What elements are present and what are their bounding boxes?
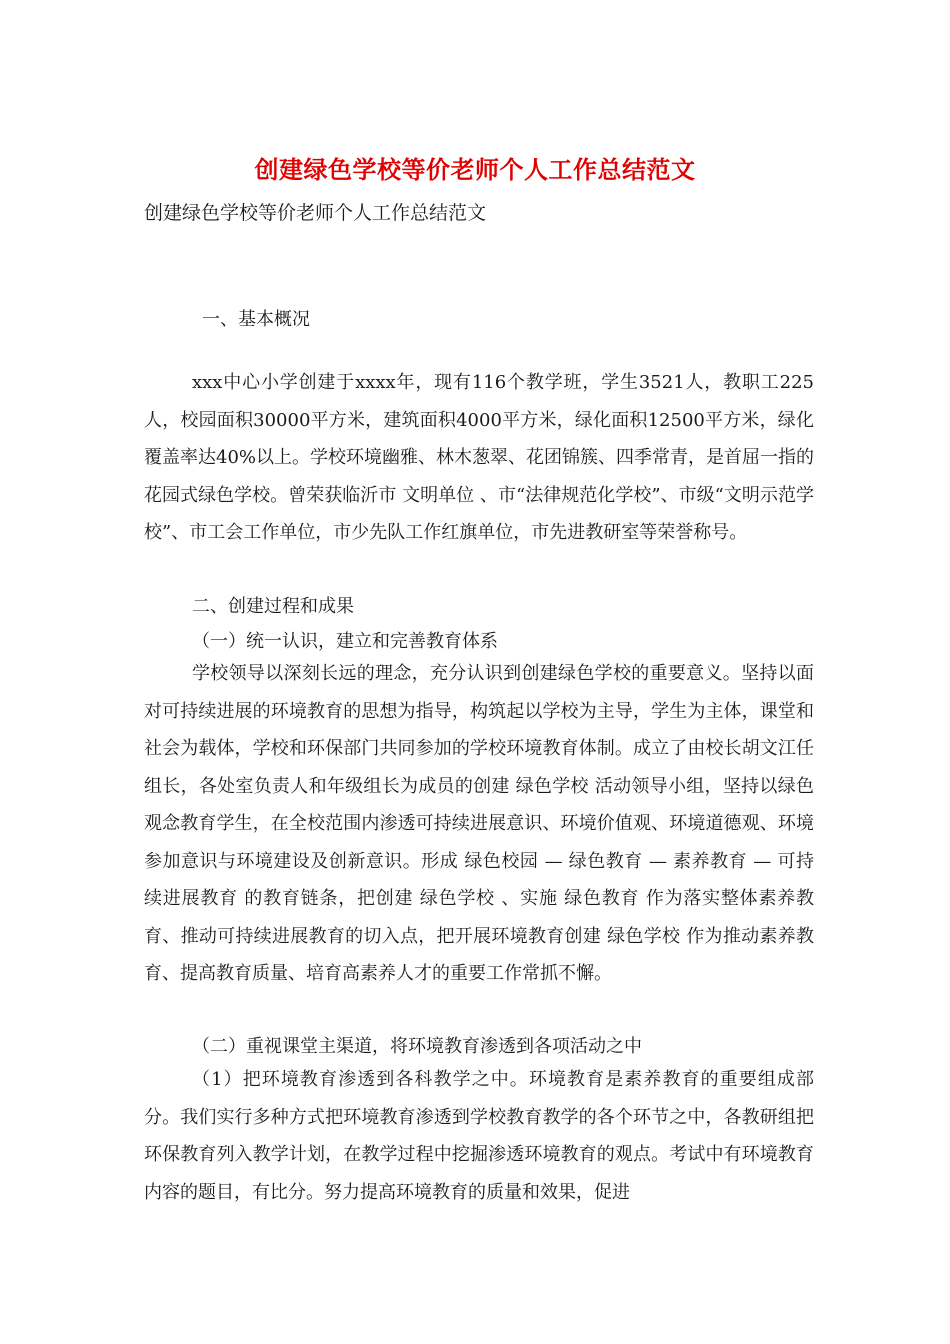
- section2-heading: 二、创建过程和成果: [192, 596, 354, 617]
- section1-heading: 一、基本概况: [202, 309, 310, 330]
- section1-paragraph: [144, 364, 814, 552]
- document-subtitle: 创建绿色学校等价老师个人工作总结范文: [144, 202, 487, 224]
- subsection2-heading: （二）重视课堂主渠道，将环境教育渗透到各项活动之中: [192, 1036, 642, 1057]
- section1-paragraph-text: xxx中心小学创建于xxxx年，现有116个教学班，学生3521人，教职工225人，校园面积30000平方米，建筑面积4000平方米，绿化面积12500平方米，绿化覆盖率达40%以上。学校环境幽雅、林木葱翠、花团锦簇、四季常青，是首屈一指的花园式绿色学校。曾荣获临沂市 文明单位 、市“法律规范化学校”、市级“文明示范学校”、市工会工作单位，市少先队工作红旗单位，市先进教研室等荣誉称号。: [144, 372, 815, 543]
- subsection2-paragraph-text: （1）把环境教育渗透到各科教学之中。环境教育是素养教育的重要组成部分。我们实行多种方式把环境教育渗透到学校教育教学的各个环节之中，各教研组把环保教育列入教学计划，在教学过程中挖掘渗透环境教育的观点。考试中有环境教育内容的题目，有比分。努力提高环境教育的质量和效果，促进: [144, 1069, 814, 1203]
- subsection1-heading: （一）统一认识，建立和完善教育体系: [192, 631, 498, 652]
- subsection1-paragraph: [144, 655, 814, 993]
- subsection1-paragraph-text: 学校领导以深刻长远的理念，充分认识到创建绿色学校的重要意义。坚持以面对可持续进展的环境教育的思想为指导，构筑起以学校为主导，学生为主体，课堂和社会为载体，学校和环保部门共同参加的学校环境教育体制。成立了由校长胡文江任组长，各处室负责人和年级组长为成员的创建 绿色学校 活动领导小组，坚持以绿色观念教育学生，在全校范围内渗透可持续进展意识、环境价值观、环境道德观、环境参加意识与环境建设及创新意识。形成 绿色校园 — 绿色教育 — 素养教育 — 可持续进展教育 的教育链条，把创建 绿色学校 、实施 绿色教育 作为落实整体素养教育、推动可持续进展教育的切入点，把开展环境教育创建 绿色学校 作为推动素养教育、提高教育质量、培育高素养人才的重要工作常抓不懈。: [144, 663, 814, 984]
- document-title: 创建绿色学校等价老师个人工作总结范文: [254, 155, 696, 184]
- subsection2-paragraph: [144, 1061, 814, 1211]
